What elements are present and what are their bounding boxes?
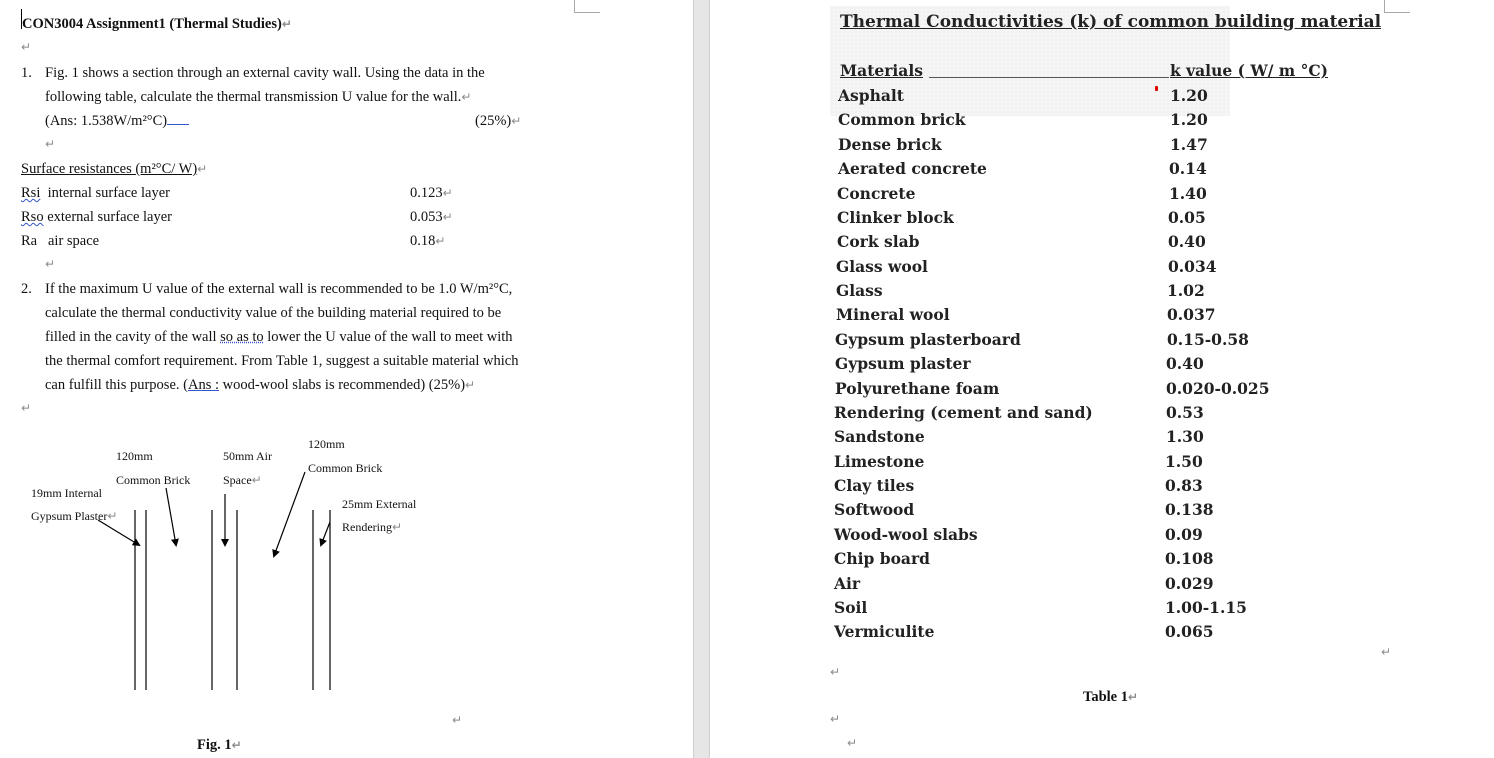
k-rendering: 0.53 <box>1166 403 1204 422</box>
k-softwood: 0.138 <box>1165 500 1214 519</box>
document-title: CON3004 Assignment1 (Thermal Studies)↵ <box>22 16 292 32</box>
material-asphalt: Asphalt <box>838 86 904 105</box>
k-gypsum-plasterboard: 0.15-0.58 <box>1167 330 1249 349</box>
k-glass-wool: 0.034 <box>1168 257 1217 276</box>
surface-resistances-heading: Surface resistances (m²°C/ W)↵ <box>21 161 208 177</box>
document-page-left[interactable] <box>0 0 693 758</box>
q2-line-3: filled in the cavity of the wall so as to lower the U value of the wall to meet with <box>45 329 513 345</box>
k-soil: 1.00-1.15 <box>1165 598 1247 617</box>
paragraph-mark: ↵ <box>45 257 56 271</box>
wall-section-diagram <box>0 0 693 758</box>
red-mark <box>1155 86 1158 91</box>
page-corner-marker <box>1384 0 1410 13</box>
k-polyurethane-foam: 0.020-0.025 <box>1166 379 1270 398</box>
material-sandstone: Sandstone <box>834 427 925 446</box>
fig-label-air-size: 50mm Air <box>223 449 273 463</box>
q1-line-2: following table, calculate the thermal transmission U value for the wall.↵ <box>45 89 472 105</box>
material-rendering: Rendering (cement and sand) <box>834 403 1093 422</box>
k-limestone: 1.50 <box>1165 452 1203 471</box>
q1-answer: (Ans: 1.538W/m²°C) <box>45 113 189 130</box>
paragraph-mark: ↵ <box>21 401 32 415</box>
fig-label-render-name: Rendering↵ <box>342 520 403 534</box>
k-clay-tiles: 0.83 <box>1165 476 1203 495</box>
k-common-brick: 1.20 <box>1170 110 1208 129</box>
material-clay-tiles: Clay tiles <box>834 476 915 495</box>
resistance-value-rso: 0.053↵ <box>410 209 453 225</box>
material-air: Air <box>834 574 861 593</box>
table-caption: Table 1↵ <box>1083 689 1139 705</box>
material-limestone: Limestone <box>834 452 925 471</box>
fig-label-brick2-size: 120mm <box>308 437 345 451</box>
material-polyurethane-foam: Polyurethane foam <box>835 379 1000 398</box>
fig-label-plaster-name: Gypsum Plaster↵ <box>31 509 118 523</box>
q2-line-5: can fulfill this purpose. (Ans : wood-wool slabs is recommended) (25%)↵ <box>45 377 476 393</box>
k-clinker-block: 0.05 <box>1168 208 1206 227</box>
paragraph-mark: ↵ <box>21 40 32 54</box>
material-glass-wool: Glass wool <box>836 257 928 276</box>
k-dense-brick: 1.47 <box>1170 135 1208 154</box>
material-cork-slab: Cork slab <box>837 232 920 251</box>
paragraph-mark: ↵ <box>830 665 841 679</box>
q1-line-1: Fig. 1 shows a section through an external cavity wall. Using the data in the <box>45 65 485 81</box>
q2-number: 2. <box>21 281 32 297</box>
arrow-plaster <box>98 520 139 545</box>
fig-label-brick1-name: Common Brick <box>116 473 191 487</box>
k-aerated-concrete: 0.14 <box>1169 159 1207 178</box>
fig-label-render-size: 25mm External <box>342 497 417 511</box>
fig-label-brick1-size: 120mm <box>116 449 153 463</box>
fig-label-air-name: Space↵ <box>223 473 262 487</box>
material-dense-brick: Dense brick <box>838 135 942 154</box>
k-glass: 1.02 <box>1167 281 1205 300</box>
k-vermiculite: 0.065 <box>1165 622 1214 641</box>
k-concrete: 1.40 <box>1169 184 1207 203</box>
resistance-value-ra: 0.18↵ <box>410 233 446 249</box>
resistance-row-ra: Ra air space <box>21 233 100 249</box>
material-softwood: Softwood <box>834 500 915 519</box>
arrow-brick2 <box>274 472 305 556</box>
k-cork-slab: 0.40 <box>1168 232 1206 251</box>
paragraph-mark: ↵ <box>847 736 858 750</box>
material-glass: Glass <box>836 281 883 300</box>
paragraph-mark: ↵ <box>830 712 841 726</box>
page-gutter <box>693 0 710 758</box>
material-wood-wool-slabs: Wood-wool slabs <box>834 525 978 544</box>
k-gypsum-plaster: 0.40 <box>1166 354 1204 373</box>
material-gypsum-plaster: Gypsum plaster <box>835 354 971 373</box>
fig-label-plaster-size: 19mm Internal <box>31 486 102 500</box>
material-soil: Soil <box>834 598 868 617</box>
arrow-render <box>321 522 330 545</box>
material-gypsum-plasterboard: Gypsum plasterboard <box>835 330 1021 349</box>
paragraph-mark: ↵ <box>452 713 463 727</box>
k-mineral-wool: 0.037 <box>1167 305 1216 324</box>
figure-caption: Fig. 1↵ <box>197 737 242 753</box>
table-header-material: Materials <box>840 61 923 80</box>
fig-label-brick2-name: Common Brick <box>308 461 383 475</box>
k-sandstone: 1.30 <box>1166 427 1204 446</box>
q2-line-2: calculate the thermal conductivity value of the building material required to be <box>45 305 502 321</box>
q1-marks: (25%)↵ <box>475 113 522 129</box>
q1-number: 1. <box>21 65 32 81</box>
material-chip-board: Chip board <box>834 549 930 568</box>
table-title: Thermal Conductivities (k) of common building material <box>840 12 1382 32</box>
k-asphalt: 1.20 <box>1170 86 1208 105</box>
table-header-rule <box>929 77 1169 78</box>
material-aerated-concrete: Aerated concrete <box>838 159 987 178</box>
k-chip-board: 0.108 <box>1165 549 1214 568</box>
material-vermiculite: Vermiculite <box>834 622 935 641</box>
paragraph-mark: ↵ <box>45 137 56 151</box>
table-header-k: k value ( W/ m °C) <box>1170 61 1329 80</box>
resistance-row-rso: Rso external surface layer <box>21 209 172 225</box>
resistance-row-rsi: Rsi internal surface layer <box>21 185 170 201</box>
arrow-brick1 <box>166 488 176 545</box>
material-clinker-block: Clinker block <box>837 208 954 227</box>
resistance-value-rsi: 0.123↵ <box>410 185 453 201</box>
material-concrete: Concrete <box>837 184 916 203</box>
paragraph-mark: ↵ <box>1381 645 1392 659</box>
k-air: 0.029 <box>1165 574 1214 593</box>
material-mineral-wool: Mineral wool <box>836 305 950 324</box>
material-common-brick: Common brick <box>838 110 966 129</box>
q2-line-1: If the maximum U value of the external wall is recommended to be 1.0 W/m²°C, <box>45 281 513 297</box>
k-wood-wool-slabs: 0.09 <box>1165 525 1203 544</box>
q2-line-4: the thermal comfort requirement. From Table 1, suggest a suitable material which <box>45 353 519 369</box>
